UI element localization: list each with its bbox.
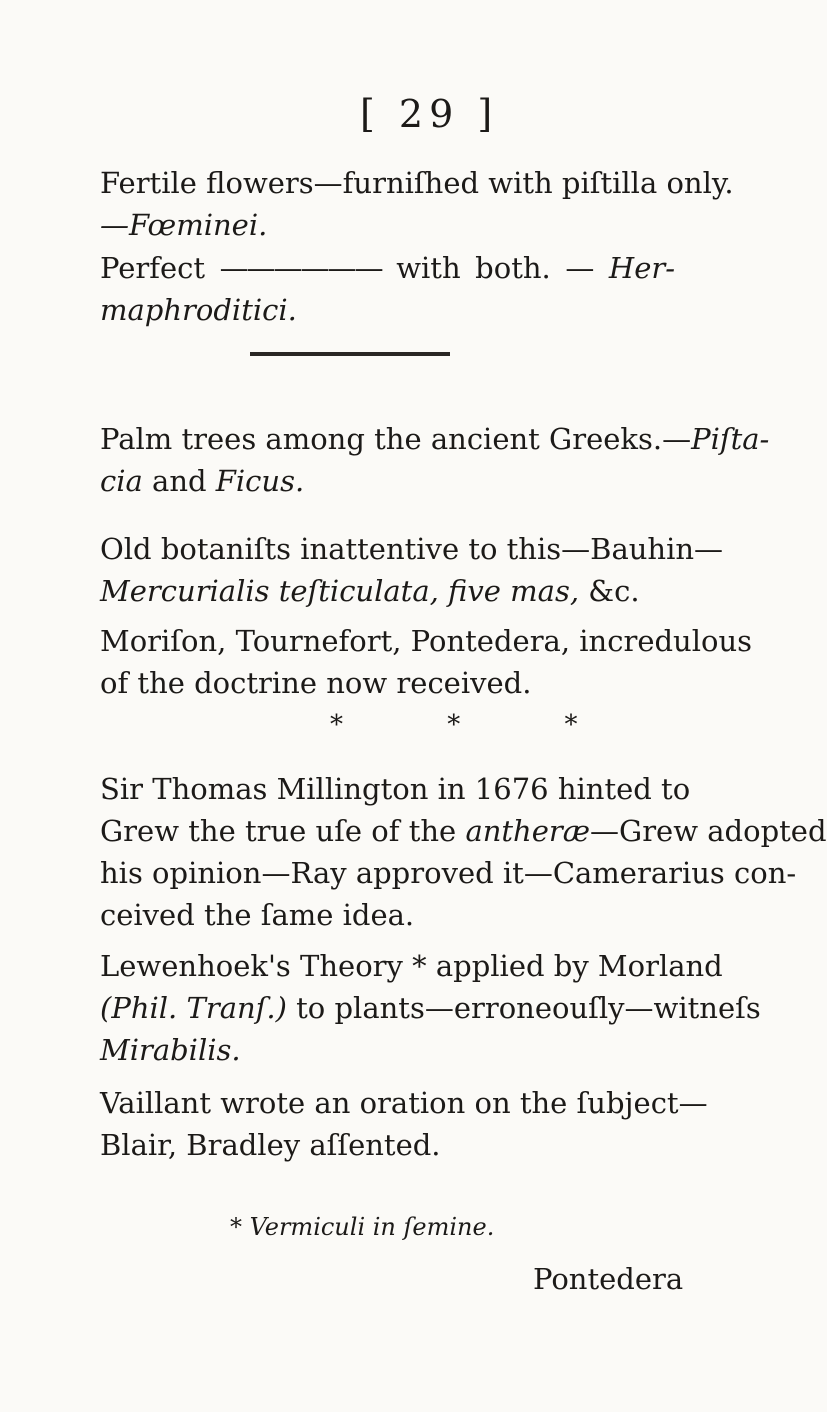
text-fragment: to plants—erroneouſly—witneſs (286, 991, 761, 1025)
text-line: —Fœminei. (100, 208, 268, 242)
footnote: * Vermiculi in ſemine. (230, 1213, 495, 1241)
paragraph-morison (100, 620, 753, 704)
text-line: Mirabilis. (100, 1033, 241, 1067)
text-fragment: Piſta- (691, 422, 770, 456)
text-line (100, 810, 827, 852)
text-fragment: (Phil. Tranſ.) (100, 991, 287, 1025)
text-line (100, 987, 761, 1029)
text-line: ceived the ſame idea. (100, 898, 415, 932)
paragraph-lewenhoek (100, 945, 761, 1071)
text-line: Blair, Bradley aſſented. (100, 1128, 441, 1162)
paragraph-old-botanists (100, 528, 724, 612)
paragraph-vaillant (100, 1082, 708, 1166)
text-line: his opinion—Ray approved it—Camerarius con- (100, 856, 797, 890)
text-fragment: Ficus. (215, 464, 305, 498)
text-fragment: Perfect (100, 251, 206, 285)
text-fragment: &c. (579, 574, 640, 608)
text-line: maphroditici. (100, 293, 297, 327)
text-fragment: Grew the true uſe of the (100, 814, 466, 848)
paragraph-millington (100, 768, 827, 936)
text-fragment: Her- (608, 251, 676, 285)
asterism: * * * (330, 710, 626, 740)
text-fragment: Palm trees among the ancient Greeks.— (100, 422, 692, 456)
text-line (100, 418, 770, 460)
page-number: [ 29 ] (360, 92, 499, 136)
paragraph-perfect (100, 247, 675, 331)
text-line: of the doctrine now received. (100, 666, 532, 700)
text-fragment: cia (100, 464, 143, 498)
text-fragment: and (142, 464, 216, 498)
text-line: Sir Thomas Millington in 1676 hinted to (100, 772, 691, 806)
text-line: Vaillant wrote an oration on the ſubject— (100, 1086, 708, 1120)
dash-rule: —————— (219, 251, 382, 285)
text-fragment: with both. — (396, 251, 595, 285)
text-line: Lewenhoek's Theory * applied by Morland (100, 949, 723, 983)
section-divider (250, 352, 450, 356)
text-fragment: —Grew adopted (590, 814, 827, 848)
text-line (100, 460, 675, 502)
text-line: Fertile flowers—furniſhed with piſtilla only. (100, 166, 734, 200)
text-line (100, 247, 675, 289)
text-line: Old botaniſts inattentive to this—Bauhin— (100, 532, 724, 566)
paragraph-palm-trees (100, 418, 770, 502)
text-fragment: antheræ (465, 814, 591, 848)
catchword: Pontedera (533, 1262, 684, 1296)
text-line (100, 570, 675, 612)
paragraph-fertile-flowers (100, 162, 734, 246)
text-fragment: Mercurialis teſticulata, five mas, (100, 574, 580, 608)
text-line: Moriſon, Tournefort, Pontedera, incredulous (100, 624, 753, 658)
